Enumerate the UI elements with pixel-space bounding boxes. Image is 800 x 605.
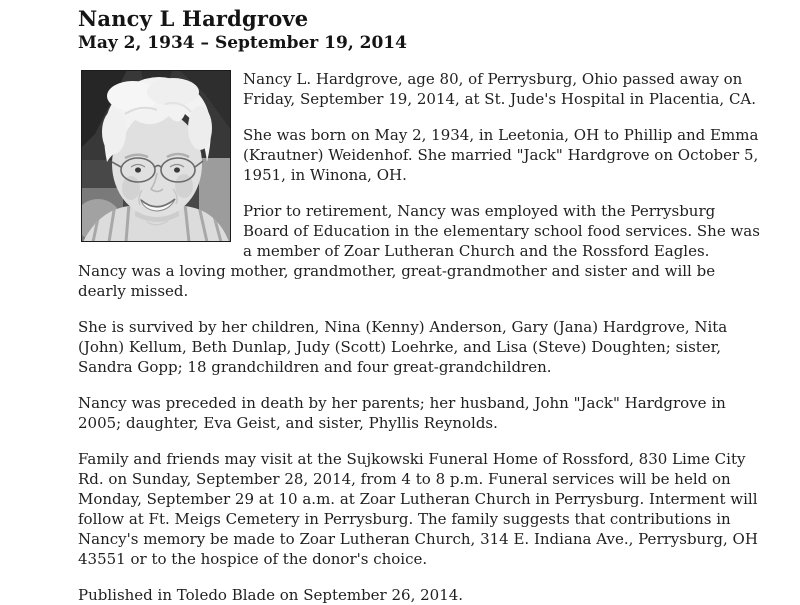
obituary-paragraph: Nancy was preceded in death by her parents; her husband, John "Jack" Hardgrove in 2005; daughter, Eva Geist, and sister, Phyllis Reynolds. [78, 394, 726, 432]
portrait-photo [81, 70, 231, 242]
obituary-paragraph: Prior to retirement, Nancy was employed with the Perrysburg Board of Education in the elementary school food services. She was a member of Zoar Lutheran Church and the Rossford Eagles. Nancy was a loving mother, grandmother, great-grandmother and sister and will be dearly missed. [78, 202, 760, 300]
published-line: Published in Toledo Blade on September 26, 2014. [78, 586, 464, 604]
obituary-paragraph: She was born on May 2, 1934, in Leetonia, OH to Phillip and Emma (Krautner) Weidenhof. She married "Jack" Hardgrove on October 5, 1951, in Winona, OH. [243, 126, 759, 184]
page-title: Nancy L Hardgrove [78, 6, 309, 31]
obituary-body [78, 54, 762, 605]
obituary-paragraph: Nancy L. Hardgrove, age 80, of Perrysburg, Ohio passed away on Friday, September 19, 2014, at St. Jude's Hospital in Placentia, CA. [243, 70, 757, 108]
obituary-paragraph: She is survived by her children, Nina (Kenny) Anderson, Gary (Jana) Hardgrove, Nita (John) Kellum, Beth Dunlap, Judy (Scott) Loehrke, and Lisa (Steve) Doughten; sister, Sandra Gopp; 18 grandchildren and four great-grandchildren. [78, 318, 728, 376]
life-dates: May 2, 1934 – September 19, 2014 [78, 33, 407, 53]
obituary-paragraph: Family and friends may visit at the Sujkowski Funeral Home of Rossford, 830 Lime City Rd. on Sunday, September 28, 2014, from 4 to 8 p.m. Funeral services will be held on Monday, September 29 at 10 a.m. at Zoar Lutheran Church in Perrysburg. Interment will follow at Ft. Meigs Cemetery in Perrysburg. The family suggests that contributions in Nancy's memory be made to Zoar Lutheran Church, 314 E. Indiana Ave., Perrysburg, OH 43551 or to the hospice of the donor's choice. [78, 450, 758, 568]
